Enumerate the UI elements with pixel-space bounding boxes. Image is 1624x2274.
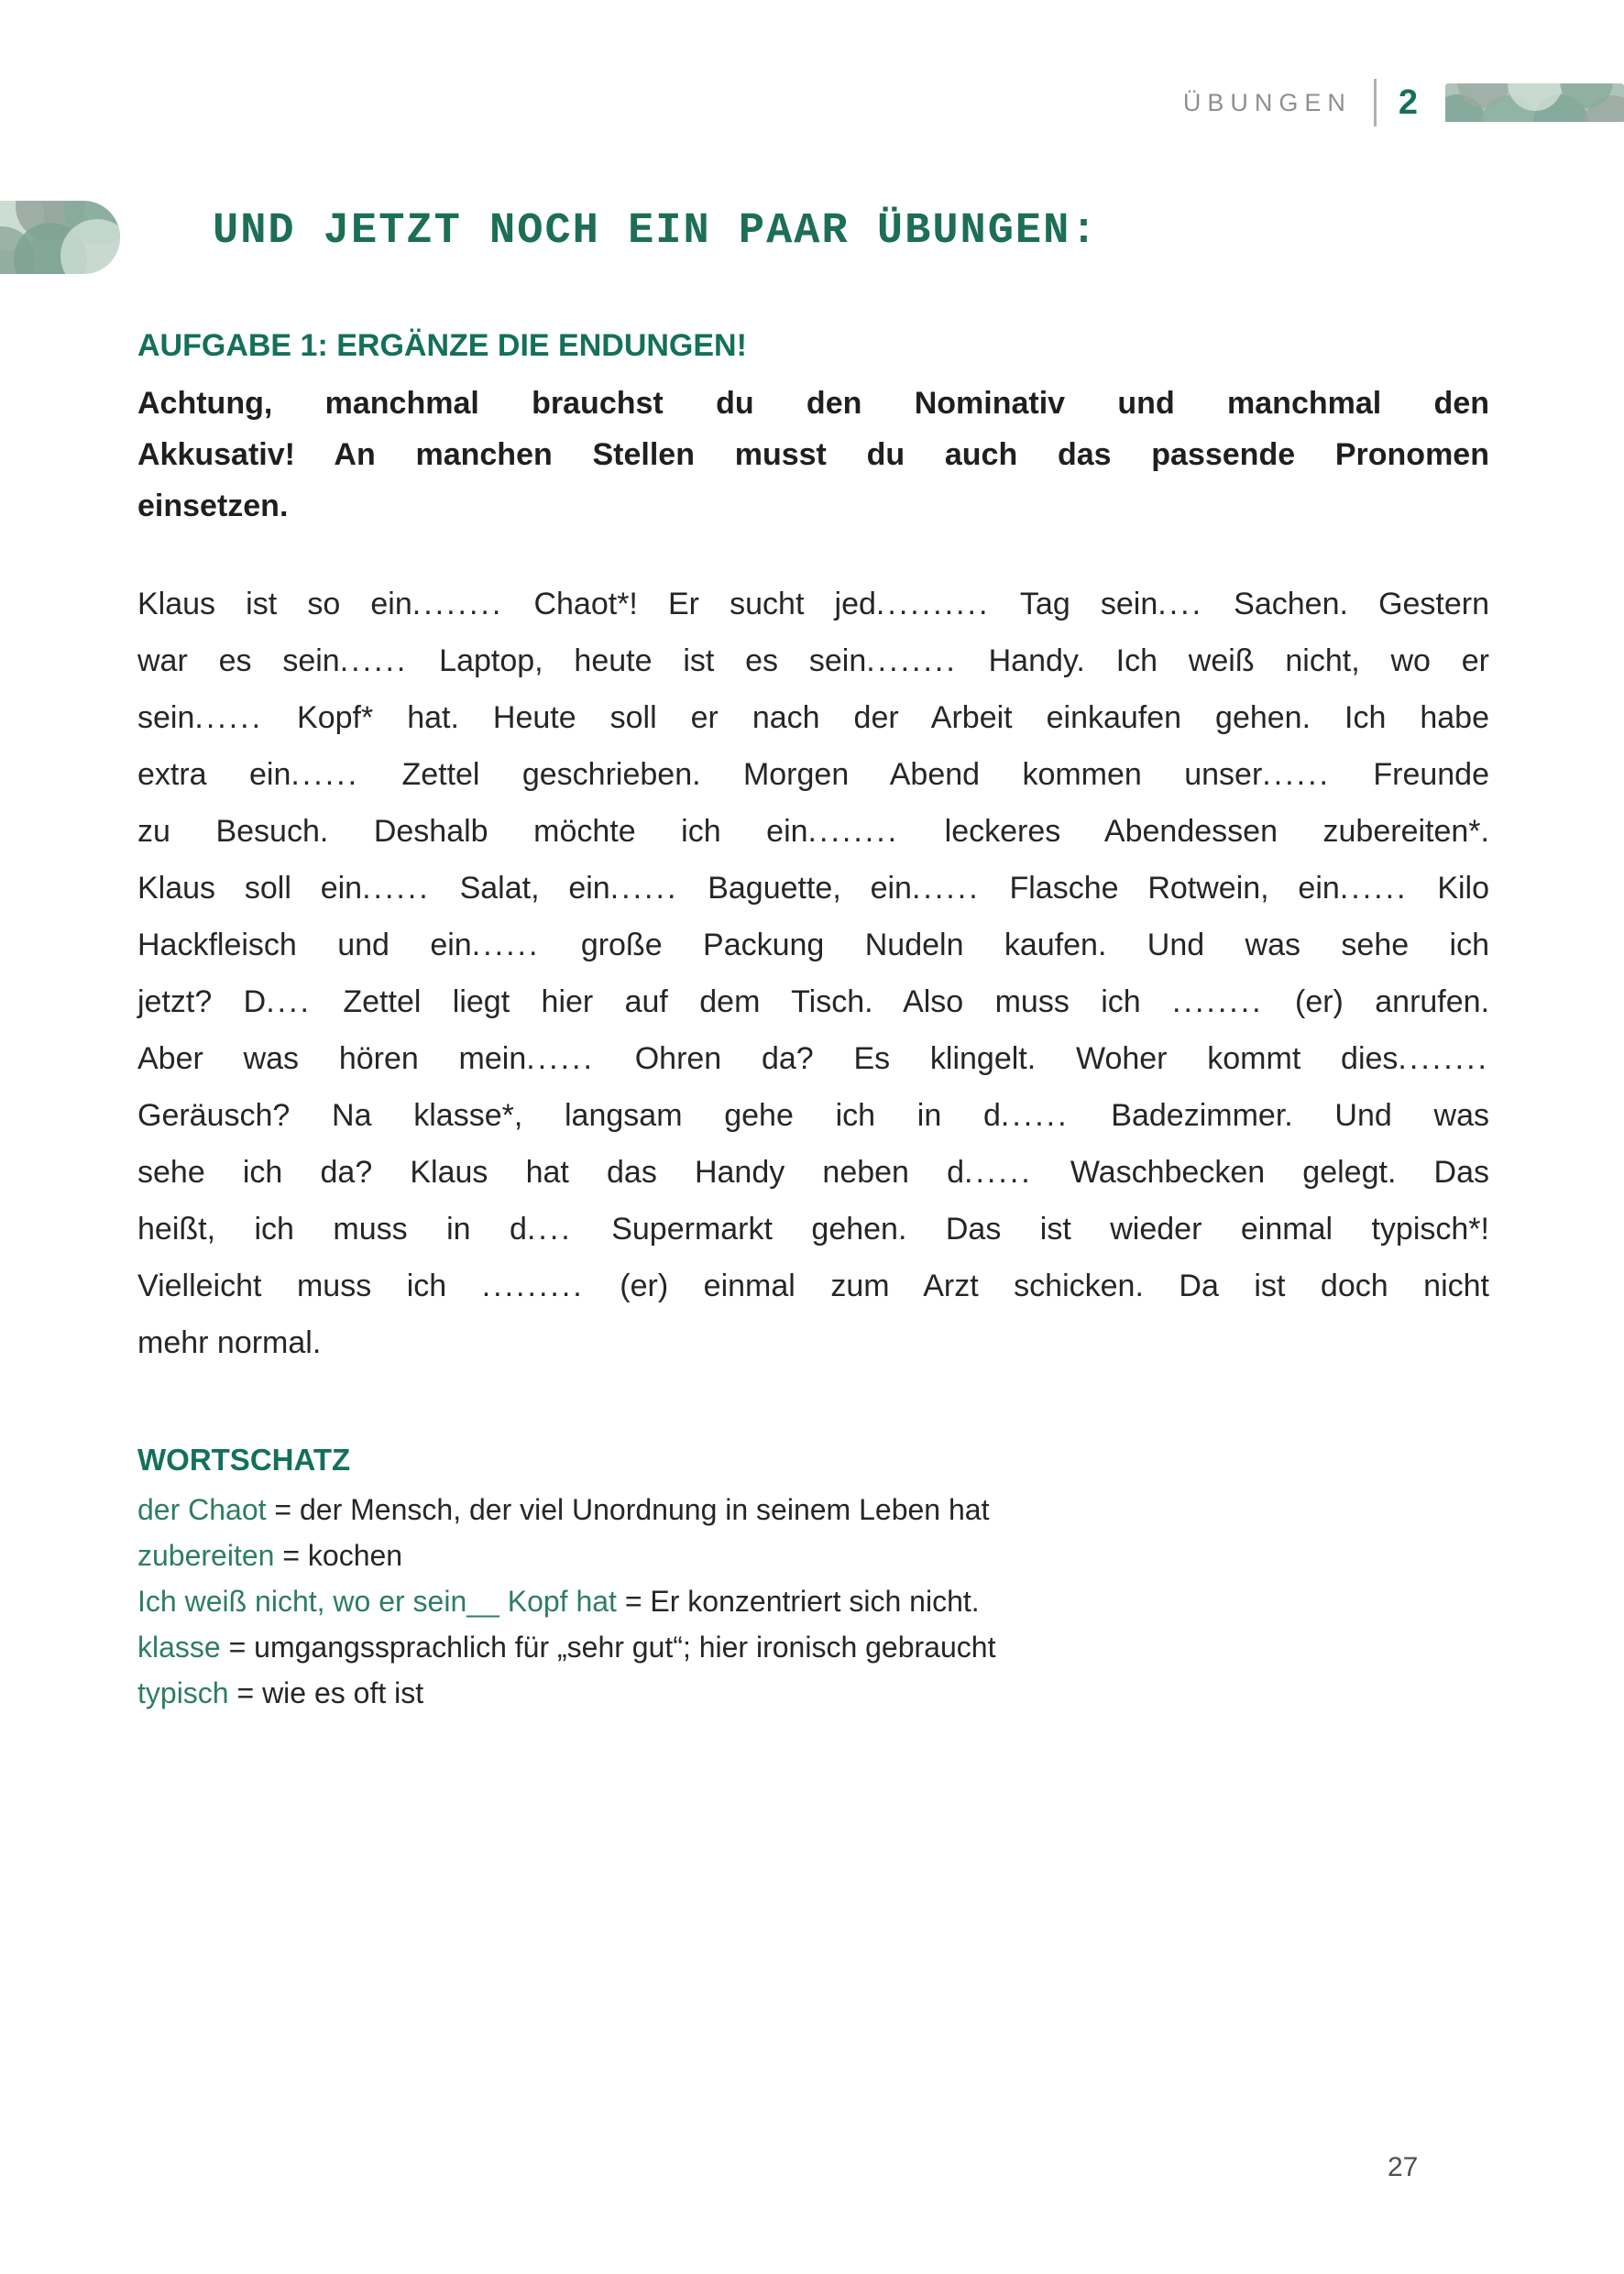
page-title: UND JETZT NOCH EIN PAAR ÜBUNGEN:: [213, 207, 1099, 256]
task-instructions: [137, 378, 1489, 532]
blank-dots: ..........: [875, 587, 991, 621]
story-line: Vielleicht muss ich ......... (er) einmal zum Arzt schicken. Da ist doch nicht: [137, 1269, 1489, 1303]
story-line: sein...... Kopf* hat. Heute soll er nach der Arbeit einkaufen gehen. Ich habe: [137, 700, 1489, 735]
vocab-term: klasse: [137, 1631, 221, 1664]
vocab-definition: = umgangssprachlich für „sehr gut“; hier ironisch gebraucht: [220, 1631, 996, 1664]
blank-dots: ......: [362, 871, 431, 906]
blank-dots: ......: [339, 643, 409, 678]
blank-dots: ....: [1158, 587, 1204, 621]
wortschatz-heading: WORTSCHATZ: [137, 1443, 351, 1477]
story-line: war es sein...... Laptop, heute ist es sein........ Handy. Ich weiß nicht, wo er: [137, 643, 1489, 678]
vocab-definition: = wie es oft ist: [228, 1676, 424, 1709]
blank-dots: ........: [411, 587, 504, 621]
blank-dots: ....: [266, 984, 312, 1019]
story-line: heißt, ich muss in d.... Supermarkt gehen. Das ist wieder einmal typisch*!: [137, 1212, 1489, 1247]
task-heading: AUFGABE 1: ERGÄNZE DIE ENDUNGEN!: [137, 328, 747, 363]
page-header: [1183, 79, 1624, 126]
wortschatz-list: [137, 1487, 1489, 1716]
vocab-definition: = Er konzentriert sich nicht.: [616, 1585, 980, 1618]
vocab-term: Ich weiß nicht, wo er sein__ Kopf hat: [137, 1585, 617, 1618]
vocab-entry: [137, 1578, 1489, 1624]
story-line: Klaus soll ein...... Salat, ein...... Baguette, ein...... Flasche Rotwein, ein...... Kilo: [137, 871, 1490, 906]
blank-dots: ......: [471, 928, 541, 962]
vocab-entry: [137, 1670, 1489, 1716]
blank-dots: ........: [1398, 1041, 1489, 1076]
blank-dots: ........: [807, 814, 900, 849]
blank-dots: ......: [1262, 757, 1331, 792]
vocab-entry: [137, 1532, 1489, 1578]
instruction-line: einsetzen.: [137, 489, 289, 523]
vocab-term: zubereiten: [137, 1539, 275, 1572]
page-number: 27: [1388, 2152, 1419, 2182]
section-label: ÜBUNGEN: [1182, 88, 1352, 116]
instruction-line: Akkusativ! An manchen Stellen musst du auch das passende Pronomen: [137, 437, 1489, 472]
circles-pattern-tab: [0, 201, 120, 274]
blank-dots: .........: [481, 1269, 585, 1303]
blank-dots: ........: [866, 643, 958, 678]
story-line: extra ein...... Zettel geschrieben. Morgen Abend kommen unser...... Freunde: [137, 757, 1489, 792]
blank-dots: ......: [194, 700, 264, 735]
story-line: jetzt? D.... Zettel liegt hier auf dem Tisch. Also muss ich ........ (er) anrufen.: [137, 984, 1490, 1019]
story-line: Klaus ist so ein........ Chaot*! Er sucht jed.......... Tag sein.... Sachen. Gestern: [137, 587, 1490, 621]
blank-dots: ......: [1339, 871, 1409, 906]
exercise-text: [137, 576, 1489, 1371]
story-line: sehe ich da? Klaus hat das Handy neben d...... Waschbecken gelegt. Das: [137, 1155, 1490, 1190]
header-divider: [1374, 79, 1377, 126]
chapter-number: 2: [1398, 82, 1418, 122]
vocab-term: der Chaot: [137, 1493, 267, 1526]
story-line: zu Besuch. Deshalb möchte ich ein........ leckeres Abendessen zubereiten*.: [137, 814, 1489, 849]
blank-dots: ......: [911, 871, 981, 906]
blank-dots: ......: [964, 1155, 1033, 1190]
vocab-entry: [137, 1487, 1489, 1532]
story-line: Aber was hören mein...... Ohren da? Es klingelt. Woher kommt dies........: [137, 1041, 1489, 1076]
blank-dots: ........: [1172, 984, 1264, 1019]
circles-pattern-band: [1445, 83, 1624, 122]
story-line: mehr normal.: [137, 1325, 322, 1360]
blank-dots: ......: [1000, 1098, 1070, 1133]
story-line: Geräusch? Na klasse*, langsam gehe ich in d...... Badezimmer. Und was: [137, 1098, 1489, 1133]
blank-dots: ....: [526, 1212, 573, 1247]
vocab-definition: = kochen: [274, 1539, 403, 1572]
vocab-term: typisch: [137, 1676, 229, 1709]
vocab-definition: = der Mensch, der viel Unordnung in seinem Leben hat: [266, 1493, 990, 1526]
blank-dots: ......: [609, 871, 679, 906]
story-line: Hackfleisch und ein...... große Packung Nudeln kaufen. Und was sehe ich: [137, 928, 1489, 962]
blank-dots: ......: [526, 1041, 595, 1076]
vocab-entry: [137, 1624, 1489, 1670]
blank-dots: ......: [291, 757, 360, 792]
instruction-line: Achtung, manchmal brauchst du den Nominativ und manchmal den: [137, 386, 1489, 421]
